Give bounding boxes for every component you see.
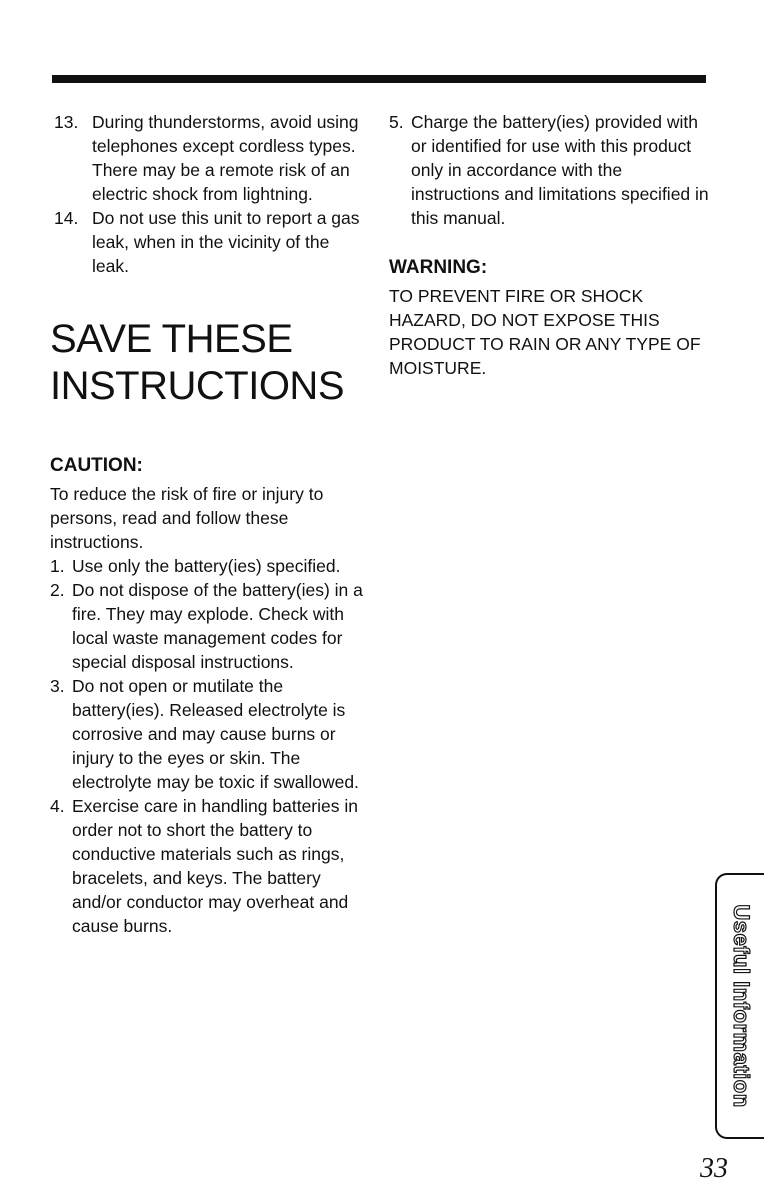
list-item <box>389 110 709 230</box>
safety-list-right <box>389 110 709 230</box>
section-tab-label: Useful Information <box>728 904 754 1108</box>
list-item <box>50 794 370 938</box>
list-item <box>50 110 370 206</box>
save-instructions-heading: SAVE THESE INSTRUCTIONS <box>50 317 344 408</box>
item-number: 2. <box>50 580 65 600</box>
item-number: 5. <box>389 112 404 132</box>
section-tab <box>715 873 764 1139</box>
item-number: 13. <box>54 112 79 132</box>
item-number: 4. <box>50 796 65 816</box>
page-number: 33 <box>700 1153 728 1184</box>
item-text: During thunderstorms, avoid using telephones except cordless types. There may be a remote risk of an electric shock from lightning. <box>92 112 359 204</box>
item-number: 1. <box>50 556 65 576</box>
item-text: Use only the battery(ies) specified. <box>72 556 341 576</box>
item-number: 14. <box>54 208 79 228</box>
caution-intro: To reduce the risk of fire or injury to persons, read and follow these instructions. <box>50 484 324 552</box>
item-text: Do not open or mutilate the battery(ies). Released electrolyte is corrosive and may cause burns or injury to the eyes or skin. The electrolyte may be toxic if swallowed. <box>72 676 359 792</box>
list-item <box>50 674 370 794</box>
top-rule <box>52 75 706 83</box>
list-item <box>50 578 370 674</box>
left-column <box>50 110 370 938</box>
list-item <box>50 206 370 278</box>
safety-list-continued <box>50 110 370 278</box>
right-column <box>389 110 709 380</box>
list-item <box>50 554 370 578</box>
item-text: Do not use this unit to report a gas leak, when in the vicinity of the leak. <box>92 208 360 276</box>
caution-heading: CAUTION: <box>50 455 143 476</box>
item-text: Do not dispose of the battery(ies) in a fire. They may explode. Check with local waste management codes for special disposal instructions. <box>72 580 363 672</box>
item-number: 3. <box>50 676 65 696</box>
warning-heading: WARNING: <box>389 257 488 278</box>
item-text: Charge the battery(ies) provided with or identified for use with this product only in accordance with the instructions and limitations specified in this manual. <box>411 112 709 228</box>
caution-list <box>50 554 370 938</box>
item-text: Exercise care in handling batteries in order not to short the battery to conductive materials such as rings, bracelets, and keys. The battery and/or conductor may overheat and cause burns. <box>72 796 358 936</box>
warning-text: TO PREVENT FIRE OR SHOCK HAZARD, DO NOT EXPOSE THIS PRODUCT TO RAIN OR ANY TYPE OF MOISTURE. <box>389 286 701 378</box>
